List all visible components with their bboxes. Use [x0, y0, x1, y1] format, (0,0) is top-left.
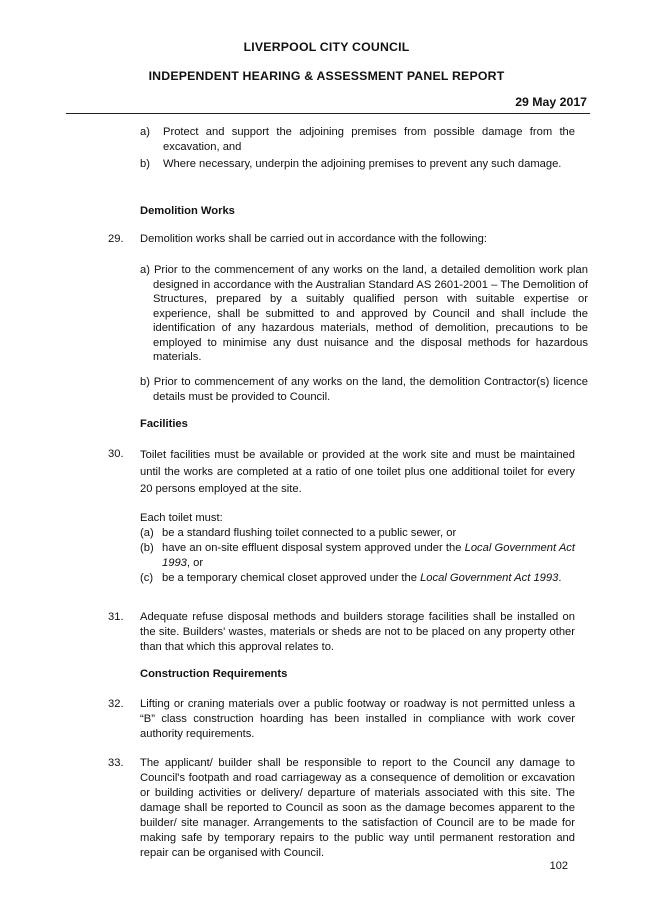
clause-subitem: b) Prior to commencement of any works on the land, the demolition Contractor(s) licence details must be provided to Council. — [140, 376, 588, 403]
item-label: b) — [140, 158, 150, 170]
section-heading-demolition: Demolition Works — [140, 205, 235, 217]
clause-text: Toilet facilities must be available or provided at the work site and must be maintained until the works are completed at a ratio of one toilet plus one additional toilet for every 20 persons employed at the site. — [140, 449, 575, 495]
clause-subitem: a) Prior to the commencement of any works on the land, a detailed demolition work plan designed in accordance with the Australian Standard AS 2601-2001 – The Demolition of Structures, prepared by a suitably qualified person with suitable expertise or experience, shall be submitted to and approved by Council and shall include the identification of any hazardous materials, method of demolition, precautions to be employed to minimise any dust nuisance and the disposal methods for hazardous materials. — [140, 264, 588, 363]
list-item — [140, 571, 575, 586]
clause-text: The applicant/ builder shall be responsible to report to the Council any damage to Council's footpath and road carriageway as a consequence of demolition or excavation or building activities or delivery/ departure of materials associated with this site. The damage shall be reported to Council as soon as the damage becomes apparent to the builder/ site manager. Arrangements to the satisfaction of Council are to be made for making safe by temporary repairs to the public way until permanent restoration and repair can be organised with Council. — [140, 757, 575, 859]
clause-number: 30. — [108, 448, 124, 460]
clause-text: Adequate refuse disposal methods and builders storage facilities shall be installed on the site. Builders' wastes, materials or sheds are not to be placed on any property other than that which this approval relates to. — [140, 611, 575, 653]
header-rule — [66, 113, 590, 114]
org-title: LIVERPOOL CITY COUNCIL — [243, 40, 410, 54]
list-item — [140, 541, 575, 571]
item-label: (a) — [140, 527, 154, 539]
page-number: 102 — [549, 860, 568, 872]
item-text: be a temporary chemical closet approved under the Local Government Act 1993. — [162, 572, 562, 584]
clause-text: Demolition works shall be carried out in accordance with the following: — [140, 233, 487, 245]
item-label: (c) — [140, 572, 154, 584]
clause-number: 32. — [108, 698, 124, 710]
item-text: Protect and support the adjoining premises from possible damage from the excavation, and — [163, 126, 575, 153]
clause-number: 33. — [108, 757, 124, 769]
list-item — [140, 526, 575, 541]
item-label: (b) — [140, 542, 154, 554]
clause-number: 31. — [108, 611, 124, 623]
item-text: be a standard flushing toilet connected to a public sewer, or — [162, 527, 457, 539]
item-text: Where necessary, underpin the adjoining premises to prevent any such damage. — [163, 158, 562, 170]
item-text: have an on-site effluent disposal system approved under the Local Government Act 1993, or — [162, 542, 576, 569]
report-title: INDEPENDENT HEARING & ASSESSMENT PANEL REPORT — [148, 69, 505, 83]
list-item — [140, 157, 575, 172]
item-label: a) — [140, 126, 150, 138]
toilet-list — [140, 526, 575, 586]
section-heading-facilities: Facilities — [140, 418, 188, 430]
report-date: 29 May 2017 — [515, 95, 587, 109]
clause-lead: Each toilet must: — [140, 512, 223, 524]
list-item — [140, 125, 575, 155]
clause-text: Lifting or craning materials over a public footway or roadway is not permitted unless a “B” class construction hoarding has been installed in compliance with work cover authority requirements. — [140, 698, 575, 740]
section-heading-construction: Construction Requirements — [140, 668, 288, 680]
clause-number: 29. — [108, 233, 124, 245]
